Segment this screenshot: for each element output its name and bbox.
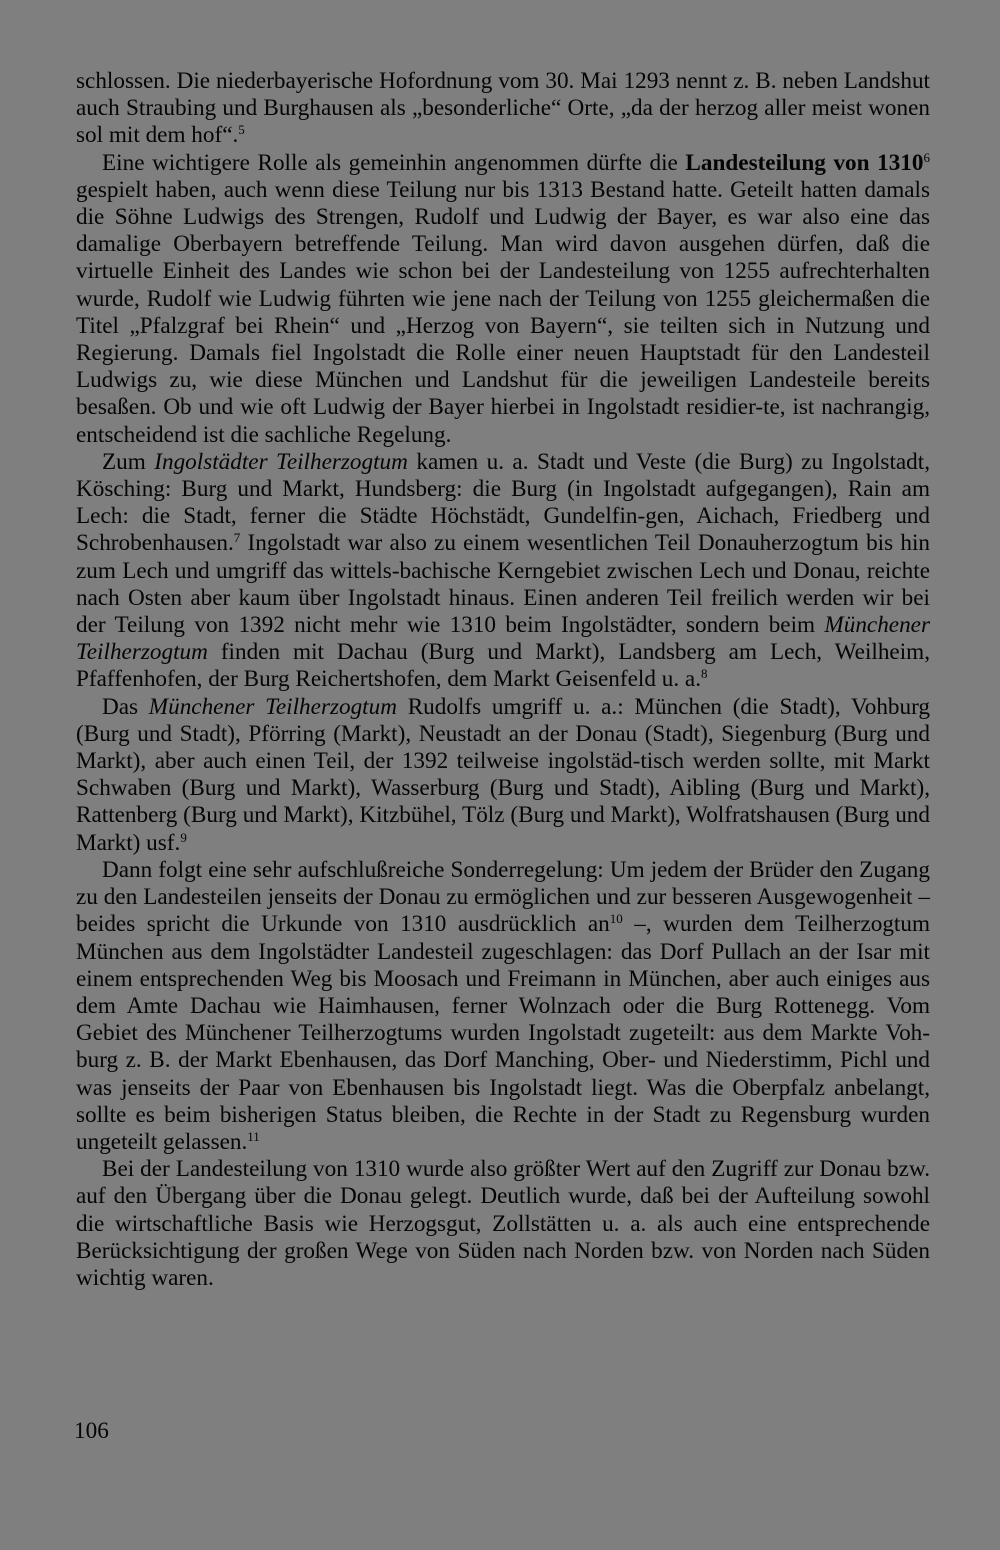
text-run: –, wurden dem Teilherzogtum München aus dem Ingolstädter Landesteil zugeschlagen: das Dorf Pullach an der Isar mit einem entsprechenden Weg bis Moosach und Freimann in München, aber auch einiges aus dem Amte Dachau wie Haimhausen, ferner Wolnzach oder die Burg Rottenegg. Vom Gebiet des Münchener Teilherzogtums wurden Ingolstadt zugeteilt: aus dem Markte Voh-burg z. B. der Markt Ebenhausen, das Dorf Manching, Ober- und Niederstimm, Pichl und was jenseits der Paar von Ebenhausen bis Ingolstadt liegt. Was die Oberpfalz anbelangt, sollte es beim bisherigen Status bleiben, die Rechte in der Stadt zu Regensburg wurden ungeteilt gelassen. (76, 911, 930, 1155)
text-run: finden mit Dachau (Burg und Markt), Landsberg am Lech, Weilheim, Pfaffenhofen, der Burg Reichertshofen, dem Markt Geisenfeld u. a. (76, 639, 930, 693)
footnote-marker: 9 (180, 829, 187, 845)
italic-text: Münchener Teilherzogtum (148, 693, 397, 720)
footnote-marker: 7 (233, 530, 241, 546)
paragraph (76, 1156, 930, 1292)
text-run: Das (102, 693, 149, 720)
text-run: Bei der Landesteilung von 1310 wurde also größter Wert auf den Zugriff zur Donau bzw. auf den Übergang über die Donau gelegt. Deutlich wurde, daß bei der Aufteilung sowohl die wirtschaftliche Basis wie Herzogsgut, Zollstätten u. a. als auch eine entsprechende Berücksichtigung der großen Wege von Süden nach Norden bzw. von Norden nach Süden wichtig waren. (76, 1156, 930, 1291)
paragraph (76, 449, 930, 694)
text-run: Dann folgt eine sehr aufschlußreiche Sonderregelung: Um jedem der Brüder den Zugang zu den Landesteilen jenseits der Donau zu ermöglichen und zur besseren Ausgewogenheit – beides spricht die Urkunde von 1310 ausdrücklich an (76, 856, 930, 938)
text-run: Eine wichtigere Rolle als gemeinhin angenommen dürfte die (102, 149, 686, 176)
paragraph (76, 68, 930, 150)
footnote-marker: 11 (247, 1128, 260, 1144)
paragraph (76, 150, 930, 449)
text-run: Rudolfs umgriff u. a.: München (die Stadt), Vohburg (Burg und Stadt), Pförring (Markt), Neustadt an der Donau (Stadt), Siegenburg (Burg und Markt), aber auch einen Teil, der 1392 teilweise ingolstäd-tisch werden sollte, mit Markt Schwaben (Burg und Markt), Wasserburg (Burg und Stadt), Aibling (Burg und Markt), Rattenberg (Burg und Markt), Kitzbühel, Tölz (Burg und Markt), Wolfratshausen (Burg und Markt) usf. (76, 693, 931, 856)
body-text (76, 68, 930, 1292)
text-run: gespielt haben, auch wenn diese Teilung nur bis 1313 Bestand hatte. Geteilt hatten damals die Söhne Ludwigs des Strengen, Rudolf und Ludwig der Bayer, es war also eine das damalige Oberbayern betreffende Teilung. Man wird davon ausgehen dürfen, daß die virtuelle Einheit des Landes wie schon bei der Landesteilung von 1255 aufrechterhalten wurde, Rudolf wie Ludwig führten wie jene nach der Teilung von 1255 gleichermaßen die Titel „Pfalzgraf bei Rhein“ und „Herzog von Bayern“, sie teilten sich in Nutzung und Regierung. Damals fiel Ingolstadt die Rolle einer neuen Hauptstadt für den Landesteil Ludwigs zu, wie diese München und Landshut für die jeweiligen Landesteile bereits besaßen. Ob und wie oft Ludwig der Bayer hierbei in Ingolstadt residier-te, ist nachrangig, entscheidend ist die sachliche Regelung. (76, 176, 930, 448)
italic-text: Ingolstädter Teilherzogtum (154, 448, 408, 475)
footnote-marker: 6 (923, 149, 930, 165)
text-run: schlossen. Die niederbayerische Hofordnung vom 30. Mai 1293 nennt z. B. neben Landshut auch Straubing und Burghausen als „besonderliche“ Orte, „da der herzog aller meist wonen sol mit dem hof“. (76, 68, 930, 149)
text-run: Zum (102, 448, 155, 475)
footnote-marker: 5 (238, 122, 245, 138)
bold-text: Landesteilung von 1310 (685, 149, 924, 176)
page-number: 106 (74, 1418, 109, 1444)
paragraph (76, 694, 930, 857)
text-run: kamen u. a. Stadt und Veste (die Burg) zu Ingolstadt, Kösching: Burg und Markt, Hundsberg: die Burg (in Ingolstadt aufgegangen), Rain am Lech: die Stadt, ferner die Städte Höchstädt, Gundelfin-gen, Aichach, Friedberg und Schrobenhausen. (76, 448, 931, 557)
paragraph (76, 857, 930, 1156)
footnote-marker: 10 (609, 911, 623, 927)
footnote-marker: 8 (701, 666, 708, 682)
italic-text: Münchener Teilherzogtum (76, 612, 930, 666)
text-run: Ingolstadt war also zu einem wesentlichen Teil Donauherzogtum bis hin zum Lech und umgriff das wittels-bachische Kerngebiet zwischen Lech und Donau, reichte nach Osten aber kaum über Ingolstadt hinaus. Einen anderen Teil freilich werden wir bei der Teilung von 1392 nicht mehr wie 1310 beim Ingolstädter, sondern beim (76, 530, 930, 639)
